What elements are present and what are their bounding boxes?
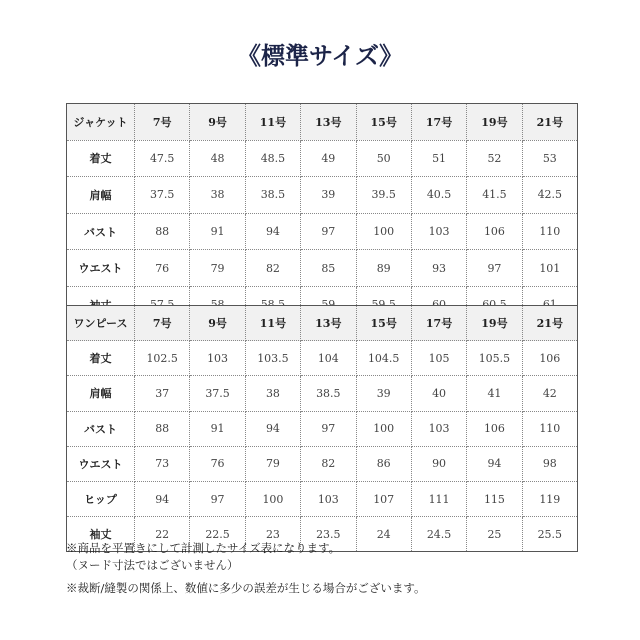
measurement-cell: 24.5 [411,517,466,552]
measurement-cell: 97 [301,213,356,250]
measurement-cell: 79 [190,250,245,287]
size-column-header: 15号 [356,104,411,141]
measurement-cell: 103 [190,341,245,376]
measurement-cell: 53 [522,140,577,177]
onepiece-size-table [66,305,578,552]
measurement-cell: 39 [356,376,411,411]
measurement-cell: 25.5 [522,517,577,552]
measurement-cell: 23 [245,517,300,552]
note-not-nude: （ヌード寸法ではございません） [66,558,239,572]
measurement-cell: 104 [301,341,356,376]
measurement-cell: 40 [411,376,466,411]
measurement-cell: 82 [301,446,356,481]
measurement-cell: 106 [467,411,522,446]
measurement-cell: 42 [522,376,577,411]
row-label: 肩幅 [67,376,135,411]
measurement-cell: 97 [190,481,245,516]
measurement-cell: 89 [356,250,411,287]
table-row [67,250,578,287]
measurement-cell: 94 [245,411,300,446]
table-row [67,446,578,481]
measurement-cell: 79 [245,446,300,481]
measurement-cell: 73 [135,446,190,481]
measurement-cell: 111 [411,481,466,516]
measurement-cell: 101 [522,250,577,287]
measurement-cell: 93 [411,250,466,287]
measurement-cell: 82 [245,250,300,287]
measurement-cell: 97 [467,250,522,287]
measurement-cell: 49 [301,140,356,177]
measurement-cell: 22 [135,517,190,552]
measurement-cell: 88 [135,213,190,250]
measurement-cell: 23.5 [301,517,356,552]
measurement-cell: 103 [301,481,356,516]
measurement-cell: 52 [467,140,522,177]
size-column-header: 13号 [301,104,356,141]
size-column-header: 19号 [467,104,522,141]
table-row [67,140,578,177]
table-row [67,341,578,376]
measurement-cell: 115 [467,481,522,516]
row-label: バスト [67,213,135,250]
measurement-cell: 86 [356,446,411,481]
measurement-cell: 104.5 [356,341,411,376]
measurement-cell: 38 [190,177,245,214]
table-row [67,177,578,214]
size-column-header: 17号 [411,306,466,341]
size-column-header: 13号 [301,306,356,341]
note-tolerance: ※裁断/縫製の関係上、数値に多少の誤差が生じる場合がございます。 [66,581,426,595]
row-label: 着丈 [67,140,135,177]
size-column-header: 7号 [135,306,190,341]
measurement-cell: 37 [135,376,190,411]
table-row [67,376,578,411]
measurement-cell: 41.5 [467,177,522,214]
row-label: ウエスト [67,250,135,287]
table-row [67,213,578,250]
measurement-cell: 38.5 [301,376,356,411]
measurement-cell: 94 [245,213,300,250]
measurement-cell: 41 [467,376,522,411]
measurement-cell: 94 [467,446,522,481]
measurement-cell: 37.5 [135,177,190,214]
table-header-row [67,306,578,341]
size-column-header: 21号 [522,306,577,341]
measurement-cell: 103.5 [245,341,300,376]
measurement-cell: 48.5 [245,140,300,177]
measurement-cell: 102.5 [135,341,190,376]
size-column-header: 21号 [522,104,577,141]
table-row [67,411,578,446]
size-column-header: 15号 [356,306,411,341]
measurement-cell: 105 [411,341,466,376]
measurement-cell: 107 [356,481,411,516]
measurement-cell: 103 [411,411,466,446]
measurement-cell: 97 [301,411,356,446]
measurement-cell: 37.5 [190,376,245,411]
row-label: 袖丈 [67,517,135,552]
measurement-cell: 110 [522,213,577,250]
measurement-cell: 24 [356,517,411,552]
measurement-cell: 100 [356,213,411,250]
measurement-cell: 105.5 [467,341,522,376]
note-flat-measure: ※商品を平置きにして計測したサイズ表になります。 [66,541,341,555]
measurement-cell: 38 [245,376,300,411]
measurement-cell: 25 [467,517,522,552]
measurement-cell: 39.5 [356,177,411,214]
table-header-row [67,104,578,141]
table-row [67,481,578,516]
size-column-header: 19号 [467,306,522,341]
size-column-header: 7号 [135,104,190,141]
measurement-cell: 91 [190,411,245,446]
measurement-cell: 76 [135,250,190,287]
measurement-cell: 94 [135,481,190,516]
jacket-size-table [66,103,578,324]
measurement-cell: 90 [411,446,466,481]
row-label: バスト [67,411,135,446]
row-label: 肩幅 [67,177,135,214]
measurement-cell: 38.5 [245,177,300,214]
measurement-cell: 48 [190,140,245,177]
measurement-cell: 119 [522,481,577,516]
size-column-header: 11号 [245,306,300,341]
measurement-cell: 103 [411,213,466,250]
size-column-header: 17号 [411,104,466,141]
notes [66,540,425,597]
measurement-cell: 100 [245,481,300,516]
measurement-cell: 100 [356,411,411,446]
measurement-cell: 42.5 [522,177,577,214]
measurement-cell: 76 [190,446,245,481]
measurement-cell: 88 [135,411,190,446]
measurement-cell: 106 [522,341,577,376]
table-category-header: ワンピース [67,306,135,341]
table-category-header: ジャケット [67,104,135,141]
measurement-cell: 110 [522,411,577,446]
row-label: 着丈 [67,341,135,376]
measurement-cell: 85 [301,250,356,287]
measurement-cell: 91 [190,213,245,250]
measurement-cell: 98 [522,446,577,481]
measurement-cell: 39 [301,177,356,214]
measurement-cell: 51 [411,140,466,177]
measurement-cell: 40.5 [411,177,466,214]
measurement-cell: 50 [356,140,411,177]
size-column-header: 9号 [190,306,245,341]
size-column-header: 9号 [190,104,245,141]
measurement-cell: 106 [467,213,522,250]
page-title: 《標準サイズ》 [236,42,404,70]
row-label: ヒップ [67,481,135,516]
measurement-cell: 47.5 [135,140,190,177]
row-label: ウエスト [67,446,135,481]
measurement-cell: 22.5 [190,517,245,552]
size-column-header: 11号 [245,104,300,141]
